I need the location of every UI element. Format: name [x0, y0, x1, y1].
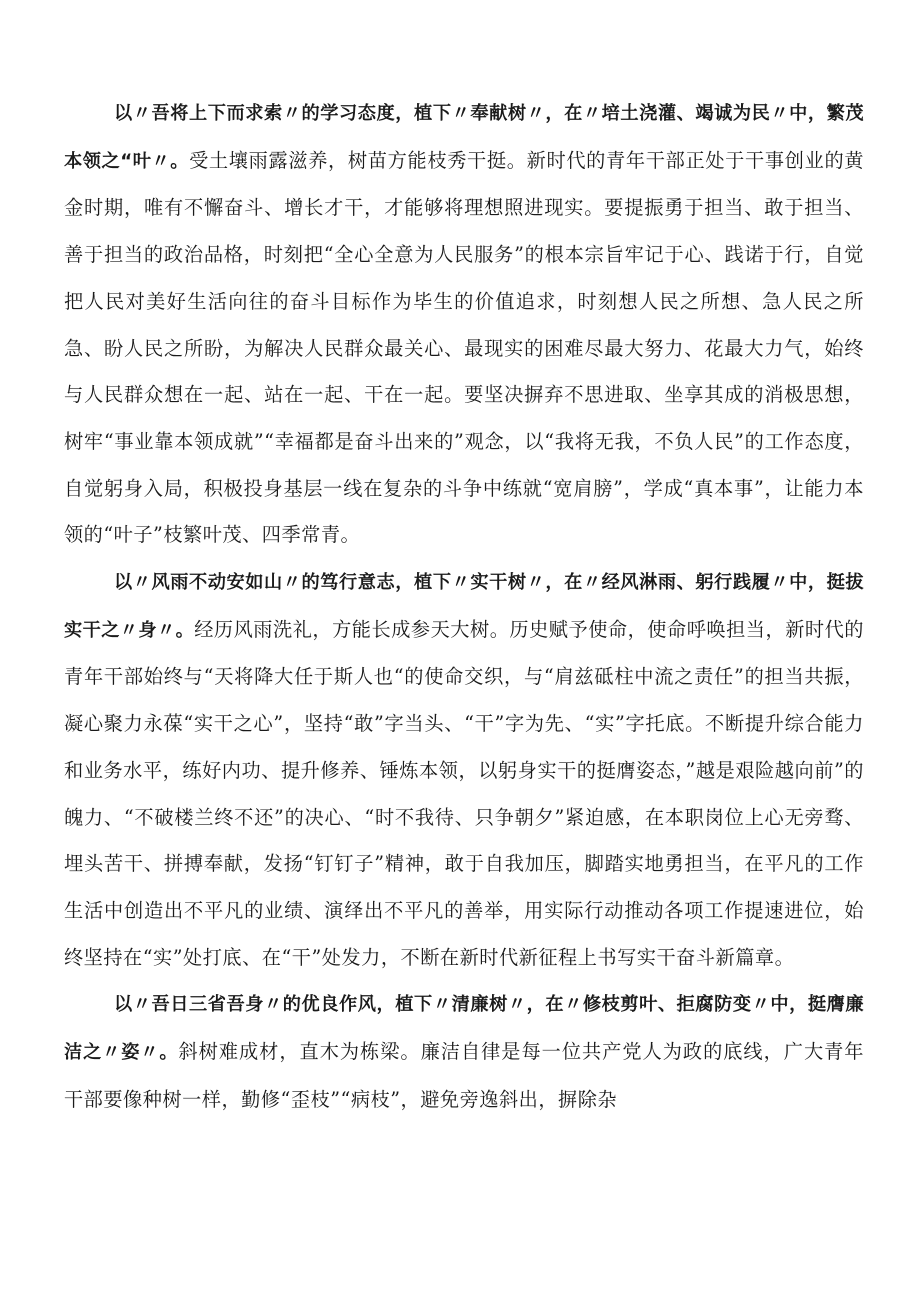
paragraph-integrity-tree [64, 981, 864, 1123]
paragraph-dedication-tree [64, 90, 864, 559]
paragraph-lead: 以〃风雨不动安如山〃的笃行意志，植下〃实干树〃，在〃经风淋雨、躬行践履〃中，挺拔实干之〃身〃。 [64, 572, 864, 641]
paragraph-body: 经历风雨洗礼，方能长成参天大树。历史赋予使命，使命呼唤担当，新时代的青年干部始终与“天将降大任于斯人也“的使命交织，与“肩兹砥柱中流之责任”的担当共振，凝心聚力永葆“实干之心”，坚持“敢”字当头、“干”字为先、“实”字托底。不断提升综合能力和业务水平，练好内功、提升修养、锤炼本领，以躬身实干的挺膺姿态，”越是艰险越向前”的魄力、“不破楼兰终不还”的决心、“时不我待、只争朝夕”紧迫感，在本职岗位上心无旁骛、埋头苦干、拼搏奉献，发扬“钉钉子”精神，敢于自我加压，脚踏实地勇担当，在平凡的工作生活中创造出不平凡的业绩、演绎出不平凡的善举，用实际行动推动各项工作提速进位，始终坚持在“实”处打底、在“干”处发力，不断在新时代新征程上书写实干奋斗新篇章。 [64, 617, 864, 969]
paragraph-body: 斜树难成材，直木为栋梁。廉洁自律是每一位共产党人为政的底线，广大青年干部要像种树一样，勤修“歪枝”“病枝”，避免旁逸斜出，摒除杂 [64, 1040, 864, 1111]
paragraph-lead: 以〃吾将上下而求索〃的学习态度，植下〃奉献树〃，在〃培土浇灌、竭诚为民〃中，繁茂本领之“叶〃。 [64, 103, 864, 172]
document-page [64, 90, 864, 1123]
paragraph-practical-tree [64, 559, 864, 981]
paragraph-lead: 以〃吾日三省吾身〃的优良作风，植下〃清廉树〃，在〃修枝剪叶、拒腐防变〃中，挺膺廉洁之〃姿〃。 [64, 994, 864, 1064]
paragraph-body: 受土壤雨露滋养，树苗方能枝秀干挺。新时代的青年干部正处于干事创业的黄金时期，唯有不懈奋斗、增长才干，才能够将理想照进现实。要提振勇于担当、敢于担当、善于担当的政治品格，时刻把“全心全意为人民服务”的根本宗旨牢记于心、践诺于行，自觉把人民对美好生活向往的奋斗目标作为毕生的价值追求，时刻想人民之所想、急人民之所急、盼人民之所盼，为解决人民群众最关心、最现实的困难尽最大努力、花最大力气，始终与人民群众想在一起、站在一起、干在一起。要坚决摒弃不思进取、坐享其成的消极思想，树牢“事业靠本领成就”“幸福都是奋斗出来的”观念，以“我将无我，不负人民”的工作态度，自觉躬身入局，积极投身基层一线在复杂的斗争中练就“宽肩膀”，学成“真本事”，让能力本领的“叶子”枝繁叶茂、四季常青。 [64, 148, 864, 547]
